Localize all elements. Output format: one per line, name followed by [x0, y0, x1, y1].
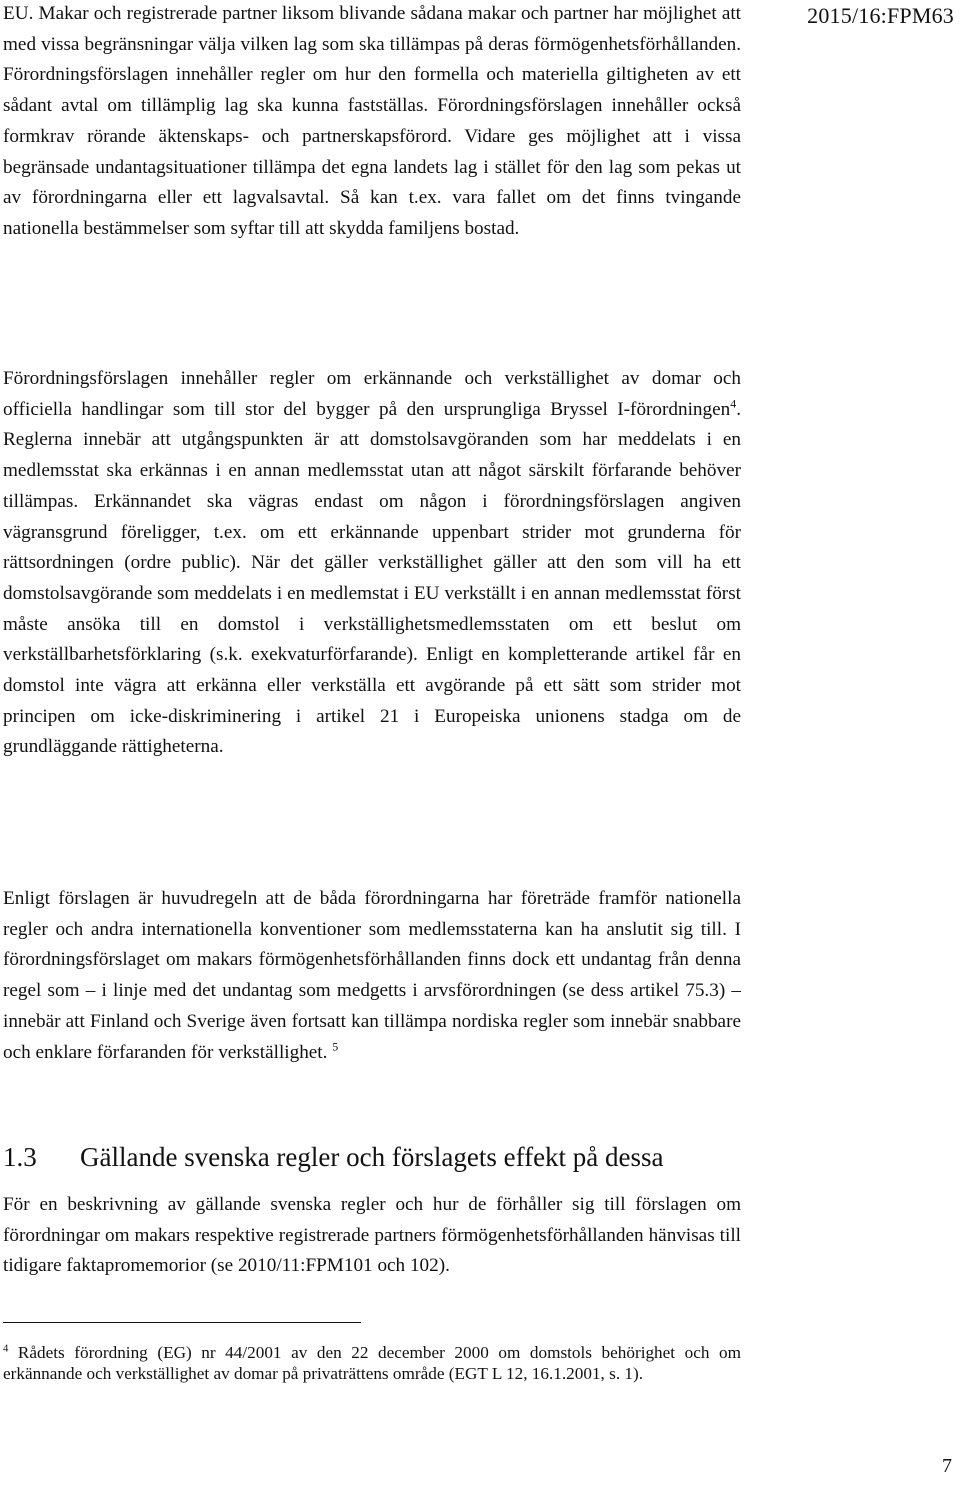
section-title: Gällande svenska regler och förslagets effekt på dessa	[80, 1142, 664, 1172]
footnote	[3, 1343, 741, 1384]
paragraph-text: . Reglerna innebär att utgångspunkten är att domstolsavgöranden som har meddelats i en medlemsstat ska erkännas i en annan medlemsstat utan att något särskilt förfarande behöver tillämpas. Erkännandet ska vägras endast om någon i förordningsförslagen angiven vägransgrund föreligger, t.ex. om ett erkännande uppenbart strider mot grunderna för rättsordningen (ordre public). När det gäller verkställighet gäller att den som vill ha ett domstolsavgörande som meddelats i en medlemstat i EU verkställt i en annan medlemsstat först måste ansöka till en domstol i verkställighetsmedlemsstaten om ett beslut om verkställbarhetsförklaring (s.k. exekvaturförfarande). Enligt en kompletterande artikel får en domstol inte vägra att erkänna eller verkställa ett avgörande på ett sätt som strider mot principen om icke-diskriminering i artikel 21 i Europeiska unionens stadga om de grundläggande rättigheterna.	[3, 398, 741, 758]
section-heading	[3, 1140, 664, 1174]
footnote-reference: 4	[730, 396, 737, 411]
paragraph-text: Förordningsförslagen innehåller regler om erkännande och verkställighet av domar och officiella handlingar som till stor del bygger på den ursprungliga Bryssel I-förordningen	[3, 368, 741, 420]
page-number: 7	[942, 1455, 952, 1477]
paragraph-current-swedish-rules: För en beskrivning av gällande svenska regler och hur de förhåller sig till förslagen om förordningar om makars respektive registrerade partners förmögenhetsförhållanden hänvisas till tidigare faktapromemorior (se 2010/11:FPM101 och 102).	[3, 1194, 741, 1277]
section-number: 1.3	[3, 1142, 37, 1172]
footnote-separator	[3, 1322, 361, 1323]
document-id: 2015/16:FPM63	[807, 3, 954, 28]
paragraph-text: Enligt förslagen är huvudregeln att de båda förordningarna har företräde framför nationella regler och andra internationella konventioner som medlemsstaterna kan ha anslutit sig till. I förordningsförslaget om makars förmögenhetsförhållanden finns dock ett undantag från denna regel som – i linje med det undantag som medgetts i arvsförordningen (se dess artikel 75.3) – innebär att Finland och Sverige även fortsatt kan tillämpa nordiska regler som innebär snabbare och enklare förfaranden för verkställighet.	[3, 888, 741, 1063]
footnote-reference: 5	[332, 1039, 339, 1054]
paragraph-choice-of-law: EU. Makar och registrerade partner liksom blivande sådana makar och partner har möjlighet att med vissa begränsningar välja vilken lag som ska tillämpas på deras förmögenhetsförhållanden. Förordningsförslagen innehåller regler om hur den formella och materiella giltigheten av ett sådant avtal om tillämplig lag ska kunna fastställas. Förordningsförslagen innehåller också formkrav rörande äktenskaps- och partnerskapsförord. Vidare ges möjlighet att i vissa begränsade undantagsituationer tillämpa det egna landets lag i stället för den lag som pekas ut av förordningarna eller ett lagvalsavtal. Så kan t.ex. vara fallet om det finns tvingande nationella bestämmelser som syftar till att skydda familjens bostad.	[3, 3, 741, 239]
footnote-marker: 4	[3, 1343, 9, 1355]
footnote-text: Rådets förordning (EG) nr 44/2001 av den 22 december 2000 om domstols behörighet och om erkännande och verkställighet av domar på privaträttens område (EGT L 12, 16.1.2001, s. 1).	[3, 1343, 741, 1383]
paragraph-precedence-rule	[3, 884, 741, 1068]
paragraph-recognition-enforcement	[3, 364, 741, 763]
